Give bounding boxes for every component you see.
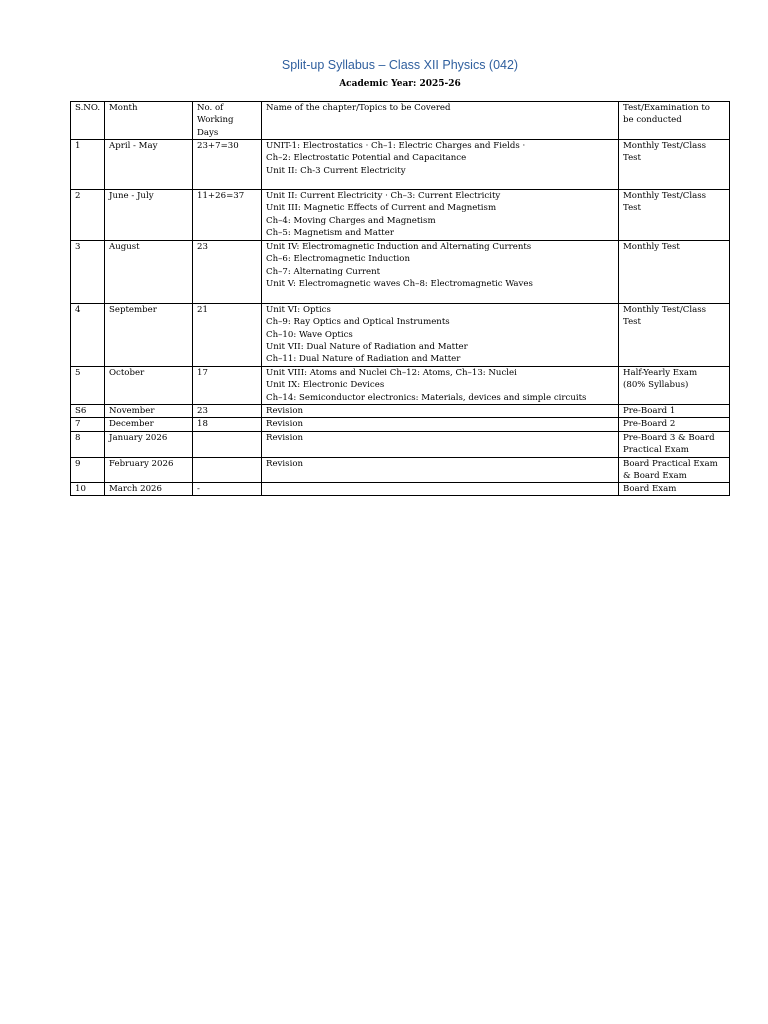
table-row	[71, 140, 730, 190]
cell-test: Board Exam	[619, 483, 730, 496]
cell-month: April - May	[105, 140, 193, 190]
header-month: Month	[105, 102, 193, 140]
cell-topics: Unit VIII: Atoms and Nuclei Ch–12: Atoms, Ch–13: Nuclei Unit IX: Electronic Devices Ch–14: Semiconductor electronics: Materials, devices and simple circuits	[262, 367, 619, 405]
document-title: Split-up Syllabus – Class XII Physics (042)	[281, 58, 519, 72]
cell-topics: UNIT-1: Electrostatics · Ch–1: Electric Charges and Fields · Ch–2: Electrostatic Potential and Capacitance Unit II: Ch-3 Current Electricity	[262, 140, 619, 190]
cell-month: September	[105, 304, 193, 367]
header-test: Test/Examination to be conducted	[619, 102, 730, 140]
cell-topics: Revision	[262, 418, 619, 431]
cell-working-days: 11+26=37	[193, 190, 262, 241]
cell-month: December	[105, 418, 193, 431]
cell-month: February 2026	[105, 457, 193, 483]
header-topics: Name of the chapter/Topics to be Covered	[262, 102, 619, 140]
cell-test: Monthly Test/Class Test	[619, 190, 730, 241]
cell-month: October	[105, 367, 193, 405]
cell-sno: 10	[71, 483, 105, 496]
cell-topics	[262, 483, 619, 496]
cell-month: August	[105, 241, 193, 304]
cell-test: Half-Yearly Exam (80% Syllabus)	[619, 367, 730, 405]
table-row	[71, 431, 730, 457]
cell-test: Board Practical Exam & Board Exam	[619, 457, 730, 483]
table-row	[71, 405, 730, 418]
cell-sno: 2	[71, 190, 105, 241]
cell-test: Monthly Test/Class Test	[619, 140, 730, 190]
table-row	[71, 367, 730, 405]
header-working-days: No. of Working Days	[193, 102, 262, 140]
table-row	[71, 483, 730, 496]
cell-working-days: 23	[193, 241, 262, 304]
cell-test: Pre-Board 2	[619, 418, 730, 431]
table-header-row	[71, 102, 730, 140]
cell-topics: Unit II: Current Electricity · Ch–3: Current Electricity Unit III: Magnetic Effects of Current and Magnetism Ch–4: Moving Charges and Magnetism Ch–5: Magnetism and Matter	[262, 190, 619, 241]
cell-month: January 2026	[105, 431, 193, 457]
syllabus-table	[70, 101, 730, 496]
cell-working-days: 21	[193, 304, 262, 367]
header-sno: S.NO.	[71, 102, 105, 140]
cell-sno: 4	[71, 304, 105, 367]
cell-month: November	[105, 405, 193, 418]
cell-sno: 7	[71, 418, 105, 431]
cell-month: March 2026	[105, 483, 193, 496]
table-row	[71, 457, 730, 483]
cell-working-days: 18	[193, 418, 262, 431]
cell-working-days	[193, 457, 262, 483]
cell-sno: 8	[71, 431, 105, 457]
cell-topics: Revision	[262, 431, 619, 457]
cell-sno: 5	[71, 367, 105, 405]
cell-sno: S6	[71, 405, 105, 418]
cell-topics: Unit IV: Electromagnetic Induction and Alternating Currents Ch–6: Electromagnetic Induction Ch–7: Alternating Current Unit V: Electromagnetic waves Ch–8: Electromagnetic Waves	[262, 241, 619, 304]
table-row	[71, 418, 730, 431]
cell-working-days: 23+7=30	[193, 140, 262, 190]
cell-sno: 1	[71, 140, 105, 190]
cell-working-days: 23	[193, 405, 262, 418]
cell-month: June - July	[105, 190, 193, 241]
cell-working-days	[193, 431, 262, 457]
cell-sno: 9	[71, 457, 105, 483]
cell-test: Pre-Board 3 & Board Practical Exam	[619, 431, 730, 457]
cell-sno: 3	[71, 241, 105, 304]
table-row	[71, 190, 730, 241]
cell-topics: Unit VI: Optics Ch–9: Ray Optics and Optical Instruments Ch–10: Wave Optics Unit VII: Dual Nature of Radiation and Matter Ch–11: Dual Nature of Radiation and Matter	[262, 304, 619, 367]
academic-year: Academic Year: 2025-26	[339, 79, 461, 89]
table-row	[71, 304, 730, 367]
cell-working-days: 17	[193, 367, 262, 405]
cell-test: Monthly Test	[619, 241, 730, 304]
cell-test: Monthly Test/Class Test	[619, 304, 730, 367]
cell-topics: Revision	[262, 457, 619, 483]
cell-test: Pre-Board 1	[619, 405, 730, 418]
table-row	[71, 241, 730, 304]
cell-working-days: -	[193, 483, 262, 496]
cell-topics: Revision	[262, 405, 619, 418]
